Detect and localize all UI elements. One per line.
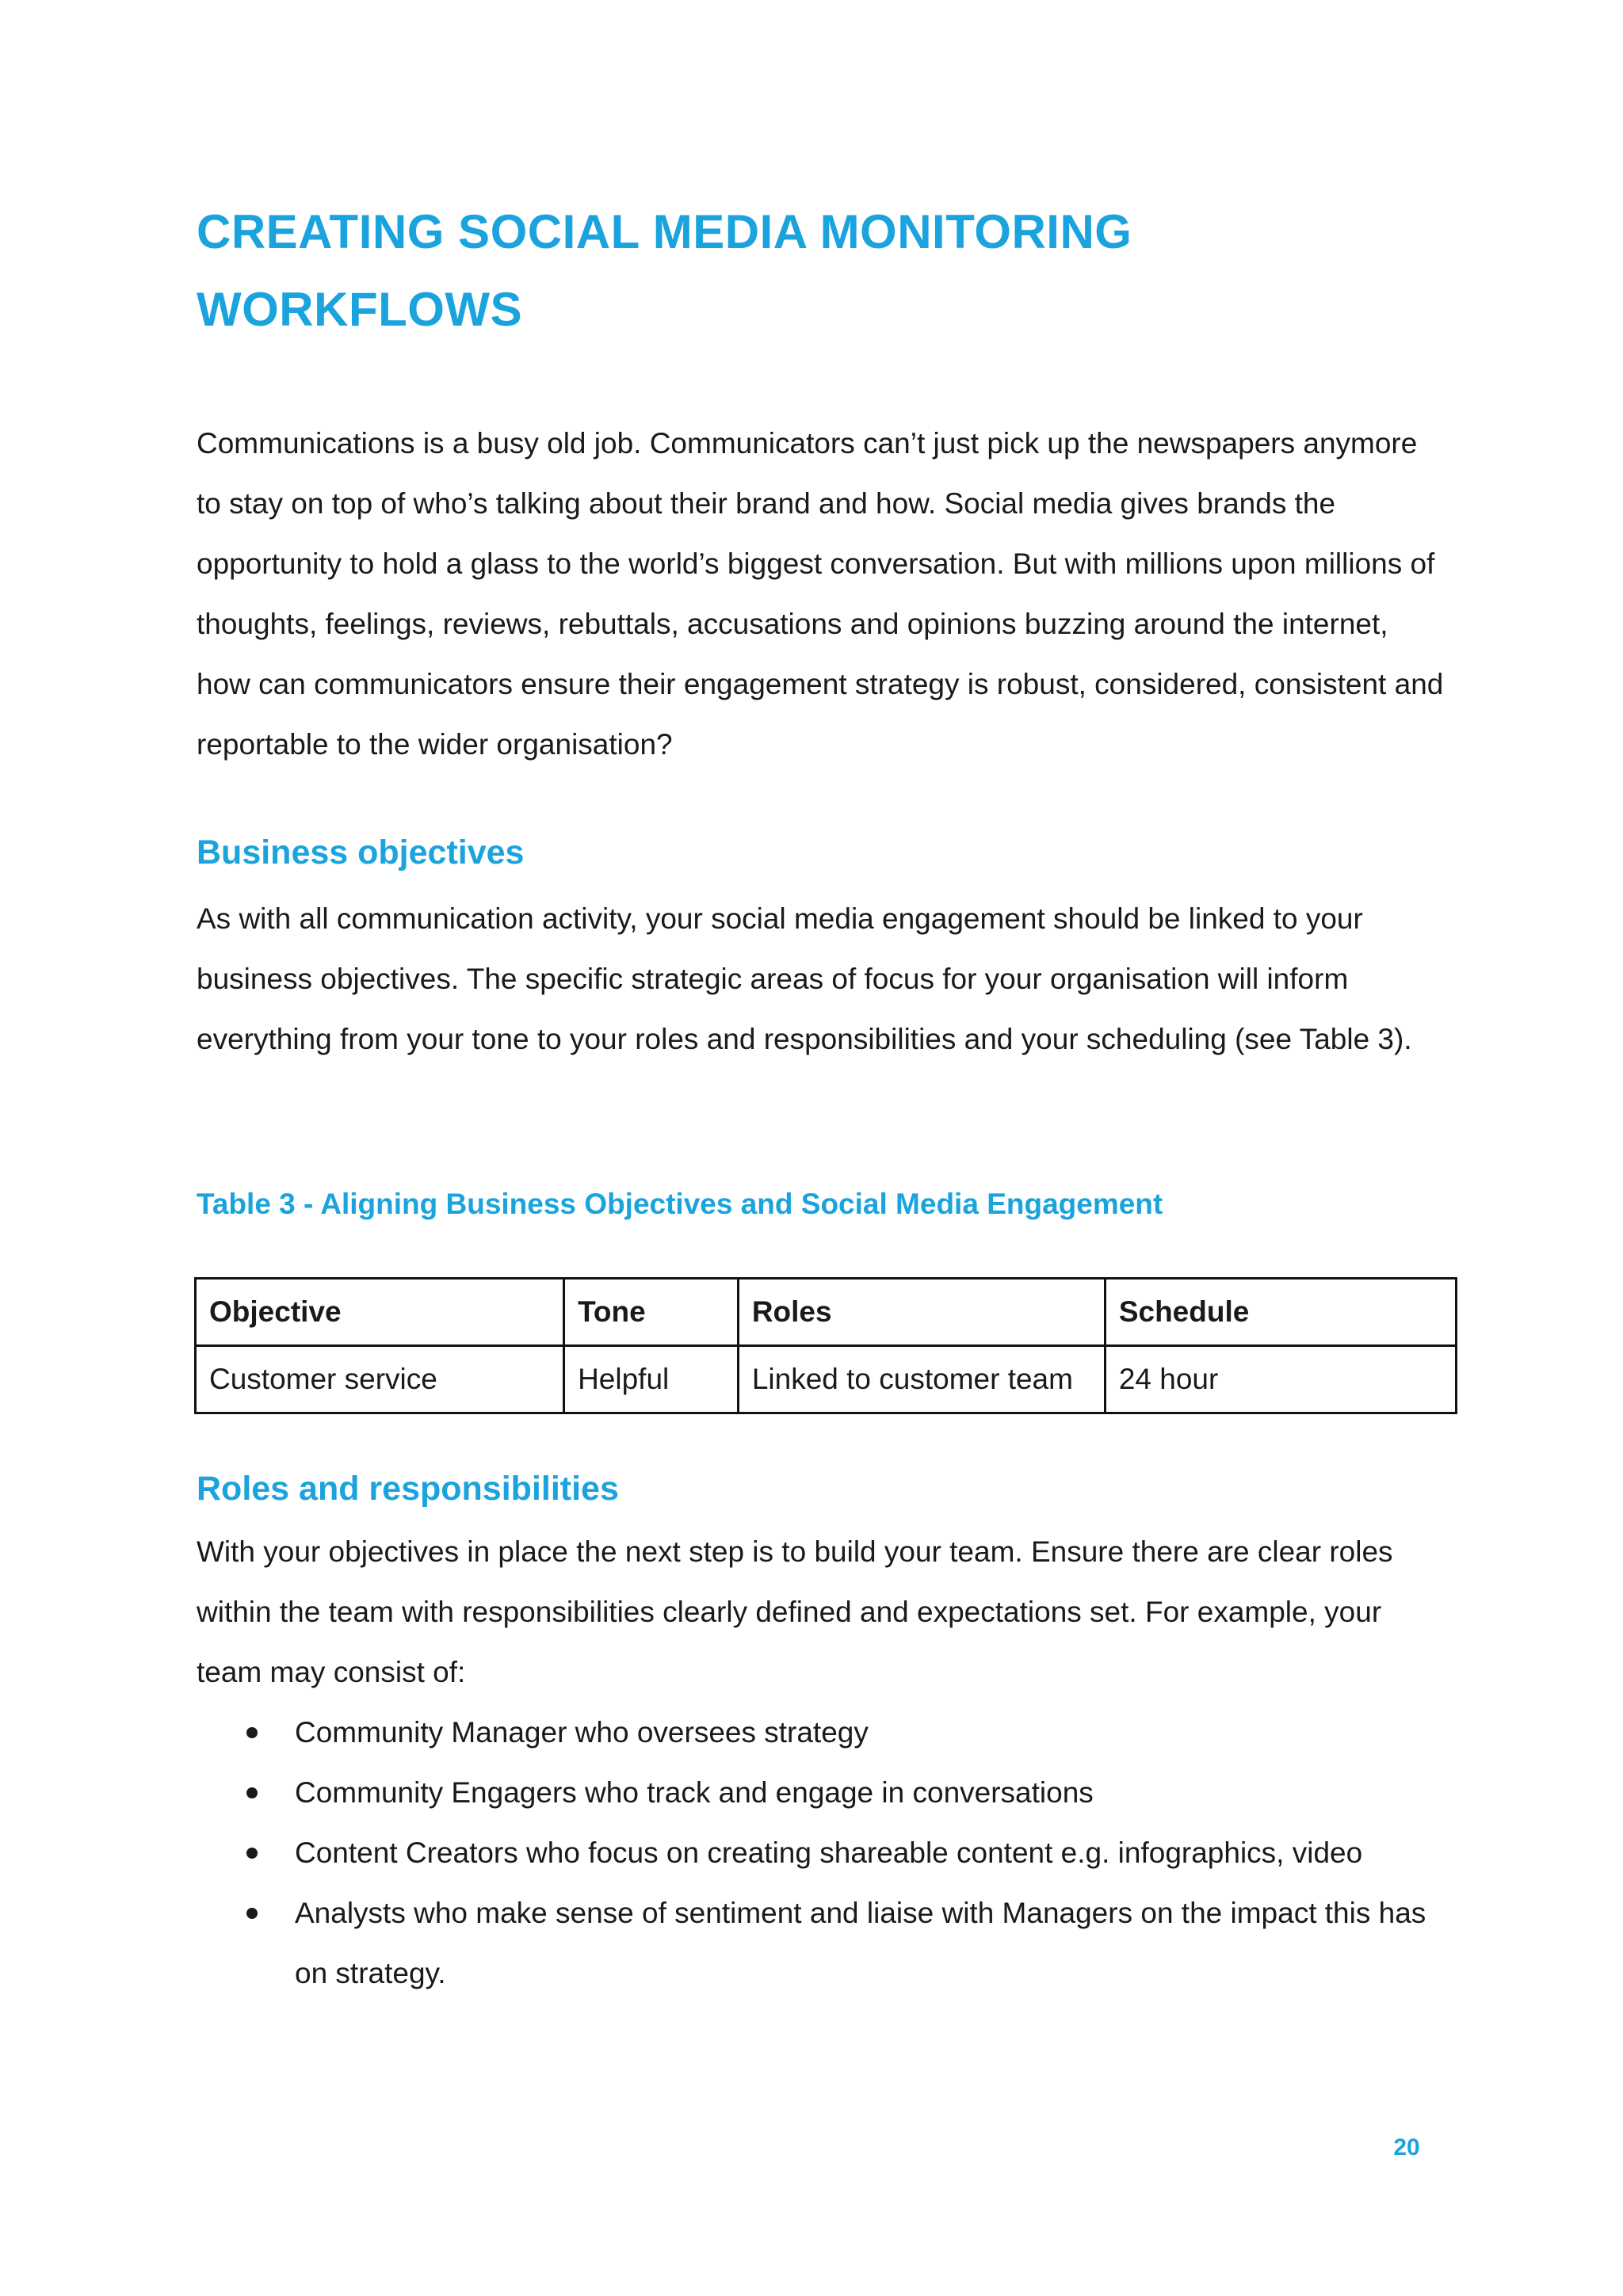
table-row — [196, 1346, 1457, 1413]
header-objective: Objective — [196, 1279, 564, 1346]
roles-responsibilities-heading: Roles and responsibilities — [197, 1470, 619, 1508]
list-item-text: Content Creators who focus on creating shareable content e.g. infographics, video — [295, 1836, 1363, 1869]
bullet-dot-icon — [246, 1848, 258, 1859]
list-item — [197, 1763, 1465, 1823]
page-title: CREATING SOCIAL MEDIA MONITORING WORKFLOWS — [197, 205, 1132, 336]
intro-paragraph: Communications is a busy old job. Communicators can’t just pick up the newspapers anymore to stay on top of who’s talking about their brand and how. Social media gives brands the opportunity to hold a glass to the world’s biggest conversation. But with millions upon millions of thoughts, feelings, reviews, rebuttals, accusations and opinions buzzing around the internet, how can communicators ensure their engagement strategy is robust, considered, consistent and reportable to the wider organisation? — [197, 427, 1444, 761]
table-caption: Table 3 - Aligning Business Objectives and Social Media Engagement — [197, 1188, 1163, 1220]
list-item-text: Community Engagers who track and engage in conversations — [295, 1776, 1094, 1809]
roles-paragraph: With your objectives in place the next step is to build your team. Ensure there are clear roles within the team with responsibilities clearly defined and expectations set. For example, your team may consist of: — [197, 1535, 1393, 1688]
page-number: 20 — [1393, 2134, 1420, 2161]
bullet-dot-icon — [246, 1908, 258, 1919]
cell-tone: Helpful — [564, 1346, 739, 1413]
team-roles-list — [197, 1703, 1465, 2004]
cell-roles: Linked to customer team — [738, 1346, 1105, 1413]
list-item — [197, 1823, 1465, 1883]
bullet-dot-icon — [246, 1787, 258, 1798]
header-tone: Tone — [564, 1279, 739, 1346]
cell-objective: Customer service — [196, 1346, 564, 1413]
list-item — [197, 1703, 1465, 1763]
objectives-table — [194, 1277, 1457, 1414]
bullet-dot-icon — [246, 1727, 258, 1738]
cell-schedule: 24 hour — [1105, 1346, 1456, 1413]
table-header-row — [196, 1279, 1457, 1346]
header-roles: Roles — [738, 1279, 1105, 1346]
header-schedule: Schedule — [1105, 1279, 1456, 1346]
list-item — [197, 1883, 1465, 2004]
business-objectives-heading: Business objectives — [197, 833, 525, 871]
business-objectives-paragraph: As with all communication activity, your social media engagement should be linked to your business objectives. The specific strategic areas of focus for your organisation will inform everything from your tone to your roles and responsibilities and your scheduling (see Table 3). — [197, 902, 1412, 1055]
list-item-text: Community Manager who oversees strategy — [295, 1716, 869, 1749]
list-item-text: Analysts who make sense of sentiment and liaise with Managers on the impact this has on strategy. — [295, 1897, 1426, 1989]
